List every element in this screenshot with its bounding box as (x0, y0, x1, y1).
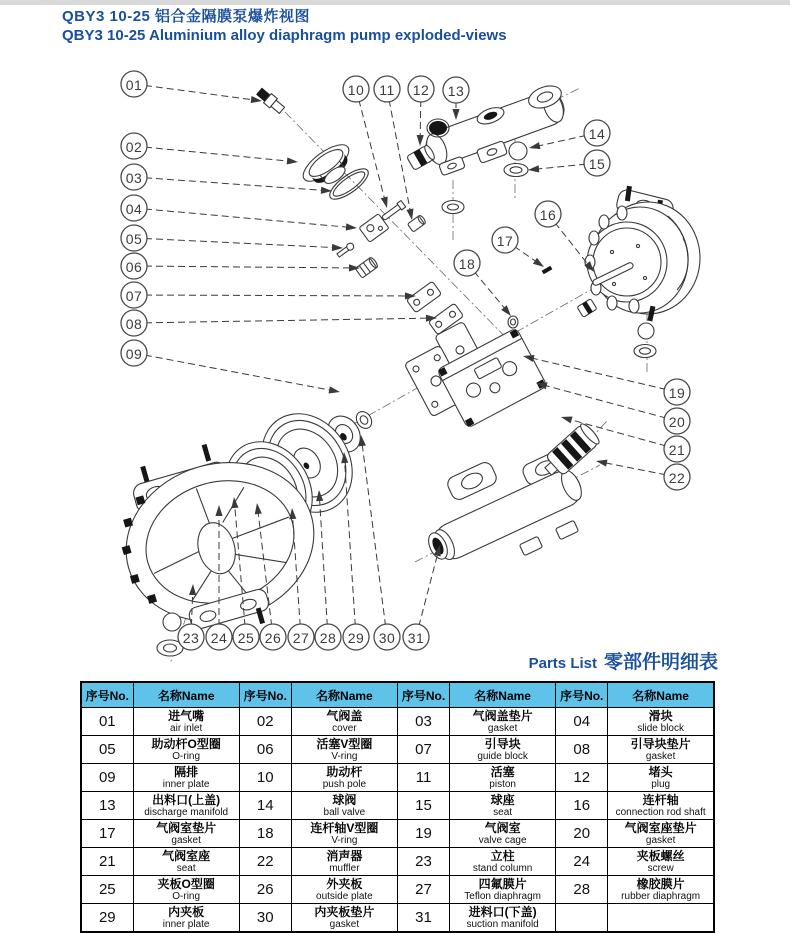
arrowhead-15 (528, 165, 540, 173)
arrowhead-17 (533, 258, 546, 270)
arrowhead-21 (560, 414, 573, 424)
part-name-cell: 橡胶膜片 rubber diaphragm (608, 876, 714, 904)
table-row (81, 904, 714, 933)
svg-text:26: 26 (264, 630, 282, 646)
part-name-cell: 四氟膜片 Teflon diaphragm (450, 876, 556, 904)
callout-07 (121, 282, 147, 308)
part-name-cell: 外夹板 outside plate (291, 876, 397, 904)
table-row (81, 792, 714, 820)
svg-text:17: 17 (496, 233, 514, 249)
part-no-cell: 09 (81, 764, 133, 792)
svg-text:25: 25 (237, 630, 255, 646)
parts-list-label-cn: 零部件明细表 (603, 652, 718, 673)
part-no-cell: 28 (556, 876, 608, 904)
header-name: 名称Name (291, 682, 397, 708)
callout-29 (343, 624, 369, 650)
discharge-manifold-part (421, 82, 569, 214)
air-chamber-part (585, 186, 700, 358)
piston-part (407, 214, 426, 232)
leader-line-30 (362, 444, 387, 637)
part-name-cell: 内夹板 inner plate (133, 904, 239, 933)
callout-26 (260, 624, 286, 650)
part-name-cell (608, 904, 714, 933)
part-name-cell: 球阀 ball valve (291, 792, 397, 820)
arrowhead-12 (416, 135, 423, 146)
callout-13 (443, 77, 469, 103)
svg-text:09: 09 (125, 346, 143, 362)
part-no-cell: 04 (556, 708, 608, 736)
callout-01 (121, 71, 147, 97)
part-no-cell: 08 (556, 736, 608, 764)
svg-text:16: 16 (539, 207, 557, 223)
table-row (81, 820, 714, 848)
part-name-cell: 夹板O型圈 O-ring (133, 876, 239, 904)
ball-valve-part (509, 142, 527, 160)
part-name-cell: 内夹板垫片 gasket (291, 904, 397, 933)
svg-text:15: 15 (588, 156, 606, 172)
callout-27 (288, 624, 314, 650)
svg-text:10: 10 (347, 82, 365, 98)
leader-line-20 (545, 385, 677, 421)
leader-line-01 (134, 84, 253, 100)
callout-28 (315, 624, 341, 650)
part-no-cell (556, 904, 608, 933)
part-no-cell: 20 (556, 820, 608, 848)
parts-table (80, 681, 715, 933)
part-no-cell: 12 (556, 764, 608, 792)
part-no-cell: 25 (81, 876, 133, 904)
arrowhead-22 (595, 457, 607, 466)
ball-seat-part (504, 164, 528, 177)
part-name-cell: 气阀室垫片 gasket (133, 820, 239, 848)
leader-line-02 (134, 146, 289, 161)
table-row (81, 736, 714, 764)
part-no-cell: 22 (239, 848, 291, 876)
part-no-cell: 16 (556, 792, 608, 820)
callout-12 (408, 76, 434, 102)
svg-text:06: 06 (125, 259, 143, 275)
svg-text:14: 14 (588, 126, 606, 142)
callout-02 (121, 133, 147, 159)
svg-text:20: 20 (668, 414, 686, 430)
svg-text:31: 31 (407, 630, 425, 646)
svg-text:27: 27 (292, 630, 310, 646)
leader-line-07 (134, 295, 407, 296)
svg-text:23: 23 (182, 630, 200, 646)
leader-line-06 (134, 266, 351, 268)
leader-line-08 (134, 318, 428, 323)
shaft-v-ring-part (508, 316, 518, 328)
arrowhead-13 (452, 109, 459, 120)
svg-text:13: 13 (447, 83, 465, 99)
svg-text:07: 07 (125, 288, 143, 304)
callout-30 (374, 624, 400, 650)
leader-line-19 (532, 358, 677, 392)
arrowhead-10 (381, 196, 391, 208)
svg-text:02: 02 (125, 139, 143, 155)
part-no-cell: 29 (81, 904, 133, 933)
svg-text:08: 08 (125, 316, 143, 332)
part-name-cell: 连杆轴 connection rod shaft (608, 792, 714, 820)
part-no-cell: 07 (397, 736, 449, 764)
part-name-cell: 气阀室座 seat (133, 848, 239, 876)
part-no-cell: 15 (397, 792, 449, 820)
svg-text:21: 21 (668, 442, 686, 458)
diagram-parts (101, 82, 700, 656)
svg-text:22: 22 (668, 470, 686, 486)
svg-text:03: 03 (125, 170, 143, 186)
table-row (81, 764, 714, 792)
cover-part (298, 138, 360, 195)
part-no-cell: 27 (397, 876, 449, 904)
callout-23 (178, 624, 204, 650)
part-name-cell: 助动杆O型圈 O-ring (133, 736, 239, 764)
part-name-cell: 气阀室座垫片 gasket (608, 820, 714, 848)
small-plug-part (577, 299, 597, 318)
rod-o-ring-part (336, 242, 355, 259)
callout-18 (454, 250, 480, 276)
part-no-cell: 17 (81, 820, 133, 848)
part-name-cell: 活塞 piston (450, 764, 556, 792)
ball-seat-part (634, 345, 656, 358)
part-no-cell: 19 (397, 820, 449, 848)
header-no: 序号No. (81, 682, 133, 708)
part-name-cell: 助动杆 push pole (291, 764, 397, 792)
callout-19 (664, 379, 690, 405)
leader-line-05 (134, 238, 334, 248)
part-no-cell: 10 (239, 764, 291, 792)
part-no-cell: 11 (397, 764, 449, 792)
arrowhead-03 (321, 187, 332, 195)
svg-text:19: 19 (668, 385, 686, 401)
callout-21 (664, 436, 690, 462)
part-no-cell: 21 (81, 848, 133, 876)
leader-line-03 (134, 177, 323, 190)
part-name-cell: 进气嘴 air inlet (133, 708, 239, 736)
arrowhead-04 (346, 223, 358, 231)
callout-05 (121, 225, 147, 251)
svg-text:30: 30 (378, 630, 396, 646)
svg-text:29: 29 (347, 630, 365, 646)
part-no-cell: 14 (239, 792, 291, 820)
callout-16 (535, 201, 561, 227)
part-no-cell: 24 (556, 848, 608, 876)
callout-31 (403, 624, 429, 650)
part-name-cell: 夹板螺丝 screw (608, 848, 714, 876)
callout-03 (121, 164, 147, 190)
v-ring-part (355, 256, 379, 278)
svg-text:04: 04 (125, 201, 143, 217)
svg-text:28: 28 (319, 630, 337, 646)
part-no-cell: 26 (239, 876, 291, 904)
part-name-cell: 消声器 muffler (291, 848, 397, 876)
callout-20 (664, 408, 690, 434)
part-name-cell: 引导块垫片 gasket (608, 736, 714, 764)
svg-text:11: 11 (379, 82, 395, 98)
table-row (81, 848, 714, 876)
ball-valve-part (163, 613, 181, 631)
header-name: 名称Name (133, 682, 239, 708)
callout-08 (121, 310, 147, 336)
callout-04 (121, 195, 147, 221)
part-name-cell: 活塞V型圈 V-ring (291, 736, 397, 764)
callout-11 (374, 76, 400, 102)
callout-15 (584, 150, 610, 176)
leader-line-28 (320, 499, 328, 637)
svg-text:01: 01 (125, 77, 143, 93)
arrowhead-09 (329, 386, 341, 395)
svg-text:05: 05 (125, 231, 143, 247)
callout-22 (664, 464, 690, 490)
table-row (81, 876, 714, 904)
part-no-cell: 23 (397, 848, 449, 876)
part-no-cell: 03 (397, 708, 449, 736)
part-no-cell: 02 (239, 708, 291, 736)
part-no-cell: 30 (239, 904, 291, 933)
part-name-cell: 连杆轴V型圈 V-ring (291, 820, 397, 848)
arrowhead-14 (528, 142, 540, 151)
part-name-cell: 立柱 stand column (450, 848, 556, 876)
part-name-cell: 堵头 plug (608, 764, 714, 792)
part-name-cell: 出料口(上盖) discharge manifold (133, 792, 239, 820)
seat-ring-part (442, 201, 464, 214)
leader-line-04 (134, 208, 348, 227)
header-no: 序号No. (239, 682, 291, 708)
part-name-cell: 气阀盖 cover (291, 708, 397, 736)
part-no-cell: 05 (81, 736, 133, 764)
leader-line-11 (387, 89, 410, 211)
part-name-cell: 球座 seat (450, 792, 556, 820)
title-chinese: QBY3 10-25 铝合金隔膜泵爆炸视图 (62, 8, 311, 25)
parts-list-heading (529, 647, 718, 674)
table-row (81, 708, 714, 736)
callout-24 (206, 624, 232, 650)
part-no-cell: 18 (239, 820, 291, 848)
part-name-cell: 进料口(下盖) suction manifold (450, 904, 556, 933)
part-no-cell: 01 (81, 708, 133, 736)
callout-09 (121, 340, 147, 366)
callout-17 (492, 227, 518, 253)
svg-text:12: 12 (412, 82, 430, 98)
parts-list-label-en: Parts List (528, 655, 597, 672)
arrowhead-02 (287, 157, 299, 165)
callout-10 (343, 76, 369, 102)
part-name-cell: 气阀盖垫片 gasket (450, 708, 556, 736)
leader-line-09 (134, 353, 331, 390)
callout-06 (121, 253, 147, 279)
part-name-cell: 气阀室 valve cage (450, 820, 556, 848)
part-name-cell: 引导块 guide block (450, 736, 556, 764)
header-no: 序号No. (556, 682, 608, 708)
callout-14 (584, 120, 610, 146)
header-no: 序号No. (397, 682, 449, 708)
header-name: 名称Name (608, 682, 714, 708)
part-name-cell: 隔排 inner plate (133, 764, 239, 792)
part-no-cell: 06 (239, 736, 291, 764)
svg-text:24: 24 (210, 630, 228, 646)
ball-valve-part (638, 323, 654, 339)
callout-25 (233, 624, 259, 650)
table-header-row (81, 682, 714, 708)
svg-text:18: 18 (458, 256, 476, 272)
part-name-cell: 滑块 slide block (608, 708, 714, 736)
shaft-pin-part (542, 266, 553, 274)
part-no-cell: 31 (397, 904, 449, 933)
title-english: QBY3 10-25 Aluminium alloy diaphragm pump exploded-views (62, 27, 507, 44)
part-no-cell: 13 (81, 792, 133, 820)
header-name: 名称Name (450, 682, 556, 708)
